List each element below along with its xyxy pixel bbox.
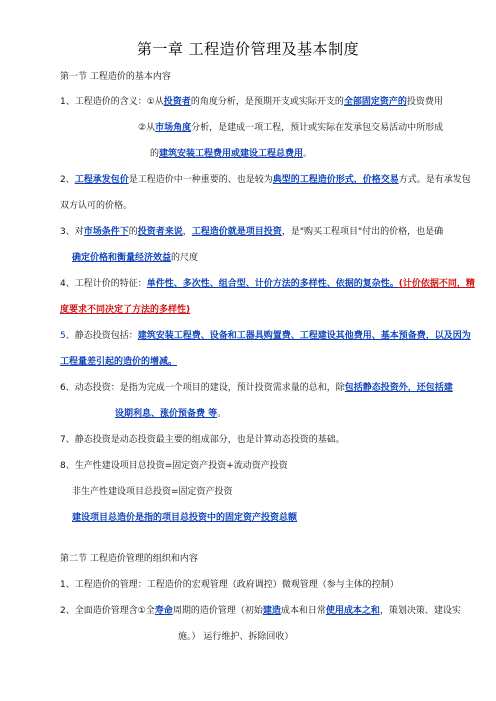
item8-line2: 非生产性建设项目总投资=固定资产投资 <box>72 487 233 497</box>
item4-text-a: 4、工程计价的特征： <box>60 279 147 289</box>
item1-line1 <box>60 96 443 108</box>
item2-text-a: 2、 <box>60 175 75 185</box>
item6-keyword-include-static: 包括静态投资外，还包括建 <box>344 383 453 393</box>
item4-note-red: (计价依据不同，精 <box>398 279 475 289</box>
item1-text-a: 1、工程造价的含义：①从 <box>60 97 164 107</box>
s2-item2-keyword-lifecycle: 寿命 <box>154 606 173 616</box>
item3-text-g: ，是"购买工程项目"付出的价格，也是确 <box>281 227 444 237</box>
item1-line3 <box>150 148 312 160</box>
item5-number: 5、 <box>60 331 75 341</box>
item5-line1 <box>60 330 471 342</box>
item1-keyword-fixed-assets: 全部固定资产的 <box>343 97 407 107</box>
item3-text-i: 的尺度 <box>171 253 199 263</box>
item8-line1: 8、生产性建设项目总投资=固定资产投资+流动资产投资 <box>60 461 288 471</box>
s2-item2-line1 <box>60 605 461 617</box>
item1-line2 <box>138 122 443 134</box>
item3-line1 <box>60 226 443 238</box>
item6-line1 <box>60 382 453 394</box>
item1-text-k: 。 <box>303 149 313 159</box>
item6-line2 <box>115 408 226 420</box>
item6-keyword-interest-reserve: 设期利息、涨价预备费 等 <box>115 409 218 419</box>
item2-text-e: 方式。是有承发包 <box>398 175 471 185</box>
item3-keyword-price-benefit: 确定价格和衡量经济效益 <box>72 253 172 263</box>
item3-keyword-investor: 投资者来说 <box>137 227 183 237</box>
s2-item2-keyword-construction: 建造 <box>262 606 281 616</box>
chapter-title: 第一章 工程造价管理及基本制度 <box>136 40 360 58</box>
item6-text-d: 。 <box>217 409 227 419</box>
item1-text-i: 的 <box>150 149 160 159</box>
item8-keyword-total-cost: 建设项目总造价是指的项目总投资中的固定资产投资总额 <box>72 513 298 523</box>
s2-item2-line2: 施。） 运行维护、拆除回收） <box>178 632 294 642</box>
item1-keyword-investor: 投资者 <box>163 97 191 107</box>
item1-text-h: 分析，是建成一项工程，预计或实际在发承包交易活动中所形成 <box>191 123 444 133</box>
item4-line1 <box>60 278 475 290</box>
item2-keyword-contract-price: 工程承发包价 <box>74 175 129 185</box>
item2-line2: 双方认可的价格。 <box>60 201 133 211</box>
item8-line3 <box>72 512 297 524</box>
item4-keyword-features: 单件性、多次性、组合型、计价方法的多样性、依据的复杂性。 <box>146 279 399 289</box>
item1-text-f: ②从 <box>138 123 156 133</box>
item2-keyword-typical-form: 典型的工程造价形式，价格交易 <box>272 175 399 185</box>
s2-item1-line: 1、工程造价的管理：工程造价的宏观管理（政府调控）微观管理（参与主体的控制） <box>60 580 399 590</box>
section2-heading: 第二节 工程造价管理的组织和内容 <box>60 554 198 564</box>
item5-line2 <box>60 356 177 368</box>
s2-item2-text-a: 2、全面造价管理含①全 <box>60 606 155 616</box>
item5-keyword-static-items: 建筑安装工程费、设备和工器具购置费、工程建设其他费用、基本预备费，以及因为 <box>137 331 471 341</box>
item3-line2 <box>72 252 198 264</box>
item7-line: 7、静态投资是动态投资最主要的组成部分，也是计算动态投资的基础。 <box>60 435 345 445</box>
item3-keyword-market-condition: 市场条件下 <box>83 227 129 237</box>
item6-text-a: 6、动态投资：是指为完成一个项目的建设，预计投资需求量的总和，除 <box>60 383 345 393</box>
item3-text-e: ， <box>182 227 192 237</box>
item3-keyword-project-investment: 工程造价就是项目投资 <box>191 227 282 237</box>
item2-text-c: 是工程造价中一种重要的、也是较为 <box>128 175 273 185</box>
s2-item2-text-g: ，策划决策、建设实 <box>379 606 461 616</box>
item5-keyword-quantity-diff: 工程量差引起的造价的增减。 <box>60 357 178 367</box>
item1-keyword-market: 市场角度 <box>155 123 192 133</box>
item2-line1 <box>60 174 471 186</box>
s2-item2-text-e: 成本和日常 <box>280 606 326 616</box>
item4-note-red-cont: 度要求不同决定了方法的多样性) <box>60 305 191 315</box>
item3-text-a: 3、对 <box>60 227 84 237</box>
s2-item2-text-c: 周期的造价管理（初始 <box>172 606 263 616</box>
item1-text-e: 投资费用 <box>406 97 443 107</box>
item4-line2 <box>60 304 190 316</box>
s2-item2-keyword-usage-cost: 使用成本之和 <box>325 606 380 616</box>
item1-keyword-construction-cost: 建筑安装工程费用或建设工程总费用 <box>159 149 304 159</box>
section1-heading: 第一节 工程造价的基本内容 <box>60 72 171 82</box>
item3-text-c: 的 <box>128 227 138 237</box>
item5-text-b: 静态投资包括： <box>74 331 138 341</box>
item1-text-c: 的角度分析，是预期开支或实际开支的 <box>190 97 344 107</box>
